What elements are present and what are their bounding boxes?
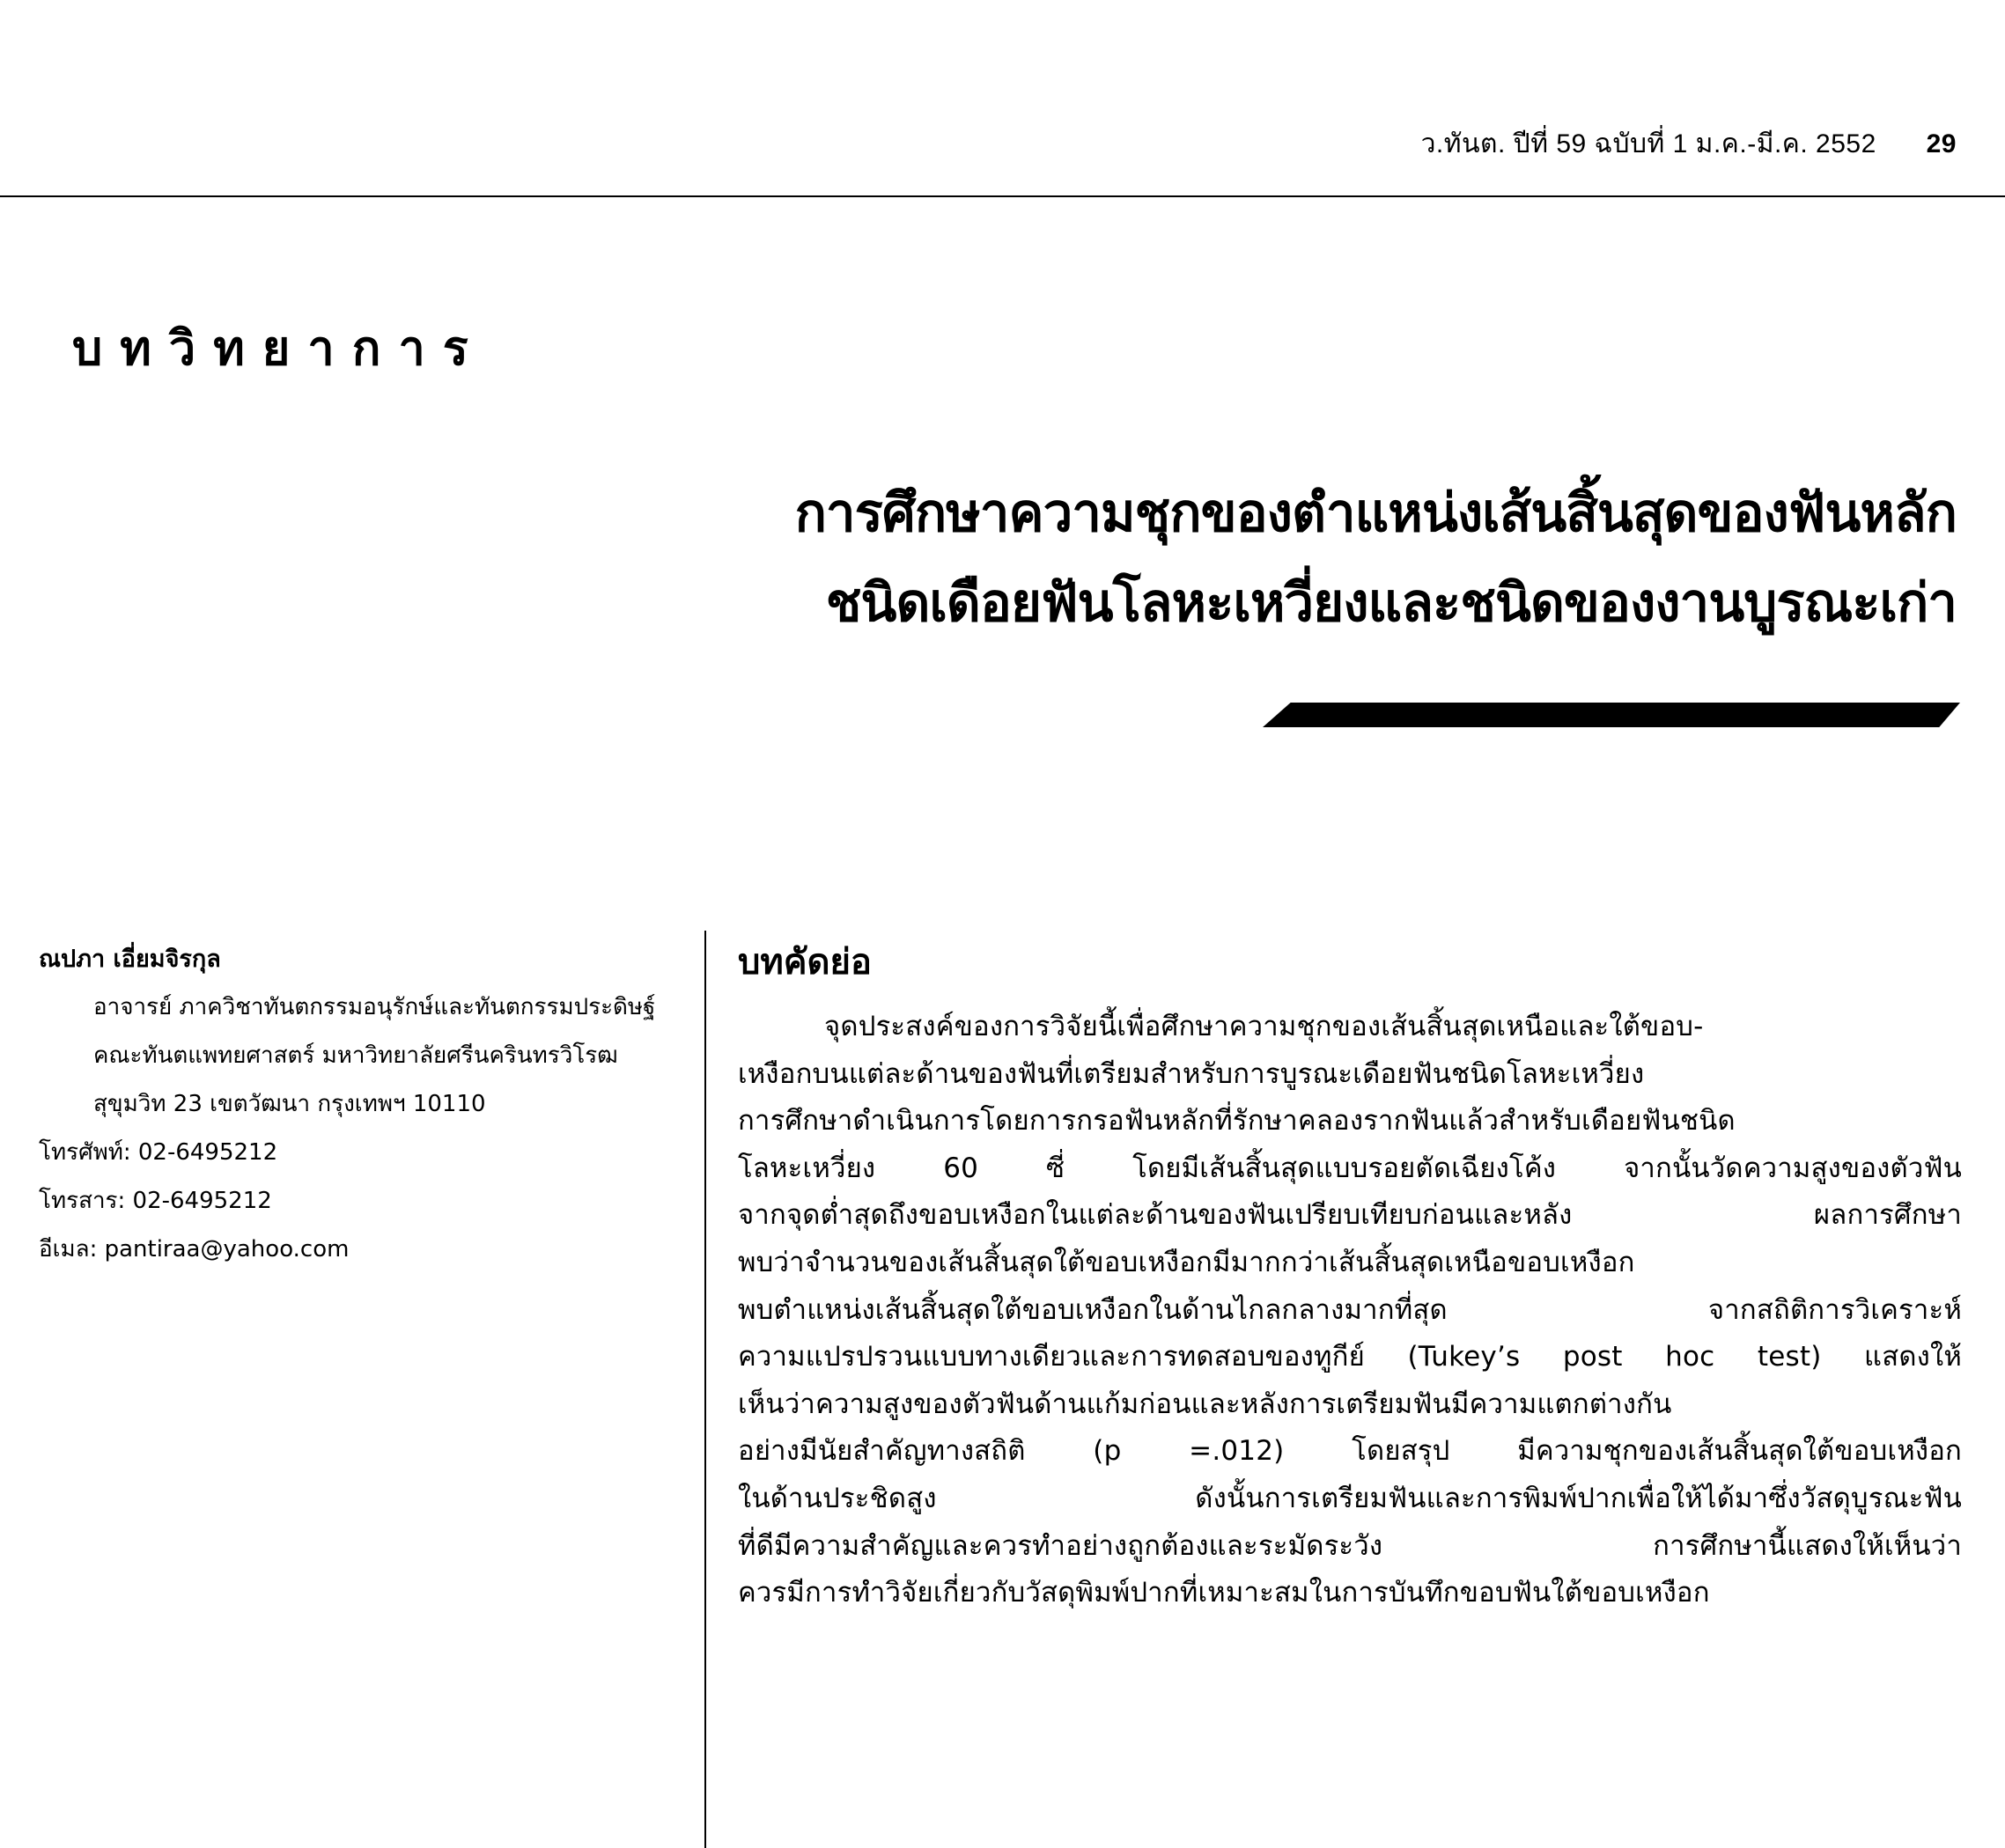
abstract-line: จุดประสงค์ของการวิจัยนี้เพื่อศึกษาความชุกของเส้นสิ้นสุดเหนือและใต้ขอบ- (824, 1011, 1704, 1042)
abstract-line: โลหะเหวี่ยง 60 ซี่ โดยมีเส้นสิ้นสุดแบบรอยตัดเฉียงโค้ง จากนั้นวัดความสูงของตัวฟัน (738, 1152, 1962, 1184)
header-rule (0, 195, 2005, 197)
abstract-body (738, 1004, 1962, 1617)
abstract-line: จากจุดต่ำสุดถึงขอบเหงือกในแต่ละด้านของฟันเปรียบเทียบก่อนและหลัง ผลการศึกษา (738, 1199, 1962, 1232)
column-divider (704, 931, 706, 1848)
author-info (39, 935, 708, 1274)
journal-citation: ว.ทันต. ปีที่ 59 ฉบับที่ 1 ม.ค.-มี.ค. 2552 (1420, 129, 1876, 158)
running-header (1421, 123, 1957, 165)
abstract-line: ความแปรปรวนแบบทางเดียวและการทดสอบของทูกีย์ (Tukey’s post hoc test) แสดงให้ (738, 1341, 1962, 1373)
phone: โทรศัพท์: 02-6495212 (39, 1139, 278, 1166)
affiliation-line: อาจารย์ ภาควิชาทันตกรรมอนุรักษ์และทันตกรรมประดิษฐ์ (93, 994, 656, 1020)
abstract-line: ควรมีการทำวิจัยเกี่ยวกับวัสดุพิมพ์ปากที่เหมาะสมในการบันทึกขอบฟันใต้ขอบเหงือก (738, 1577, 1710, 1609)
affiliation-line: คณะทันตแพทยศาสตร์ มหาวิทยาลัยศรีนครินทรวิโรฒ (93, 1042, 618, 1069)
abstract-line: อย่างมีนัยสำคัญทางสถิติ (p =.012) โดยสรุป มีความชุกของเส้นสิ้นสุดใต้ขอบเหงือก (738, 1435, 1962, 1468)
email: อีเมล: pantiraa@yahoo.com (39, 1236, 350, 1263)
title-line: ชนิดเดือยฟันโลหะเหวี่ยงและชนิดของงานบูรณะเก่า (825, 572, 1957, 634)
abstract-line: ที่ดีมีความสำคัญและควรทำอย่างถูกต้องและระมัดระวัง การศึกษานี้แสดงให้เห็นว่า (738, 1529, 1962, 1562)
fax: โทรสาร: 02-6495212 (39, 1188, 272, 1214)
affiliation-line: สุขุมวิท 23 เขตวัฒนา กรุงเทพฯ 10110 (93, 1091, 486, 1117)
title-decorative-bar (1263, 703, 1960, 727)
abstract-line: ในด้านประชิดสูง ดังนั้นการเตรียมฟันและการพิมพ์ปากเพื่อให้ได้มาซึ่งวัสดุบูรณะฟัน (738, 1482, 1962, 1514)
article-title (795, 468, 1957, 648)
abstract-line: การศึกษาดำเนินการโดยการกรอฟันหลักที่รักษาคลองรากฟันแล้วสำหรับเดือยฟันชนิด (738, 1105, 1736, 1138)
abstract-line: เหงือกบนแต่ละด้านของฟันที่เตรียมสำหรับการบูรณะเดือยฟันชนิดโลหะเหวี่ยง (738, 1057, 1645, 1090)
abstract-line: พบตำแหน่งเส้นสิ้นสุดใต้ขอบเหงือกในด้านไกลกลางมากที่สุด จากสถิติการวิเคราะห์ (738, 1293, 1962, 1326)
page-number: 29 (1926, 129, 1957, 158)
section-label: บทวิทยาการ (72, 320, 486, 376)
author-name: ณปภา เอี่ยมจิรกุล (39, 946, 221, 973)
title-line: การศึกษาความชุกของตำแหน่งเส้นสิ้นสุดของฟันหลัก (794, 482, 1957, 544)
abstract-heading: บทคัดย่อ (738, 942, 872, 983)
abstract-line: เห็นว่าความสูงของตัวฟันด้านแก้มก่อนและหลังการเตรียมฟันมีความแตกต่างกัน (738, 1388, 1672, 1420)
abstract-line: พบว่าจำนวนของเส้นสิ้นสุดใต้ขอบเหงือกมีมากกว่าเส้นสิ้นสุดเหนือขอบเหงือก (738, 1246, 1635, 1278)
